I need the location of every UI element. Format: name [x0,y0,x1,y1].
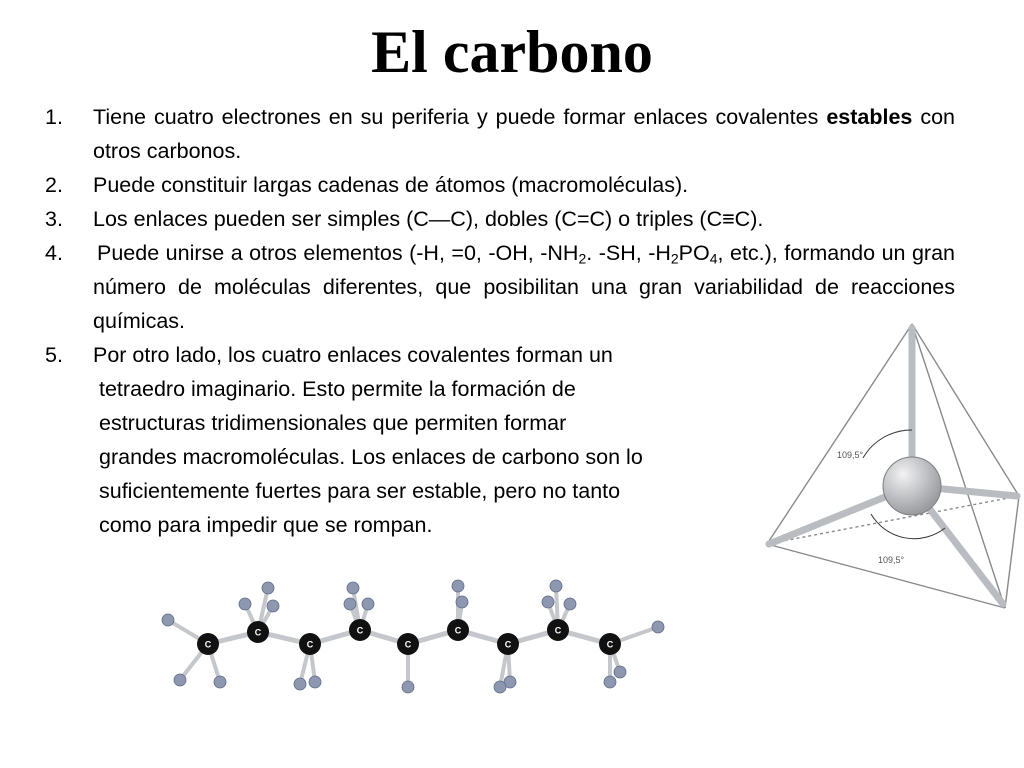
point-text-part: Puede unirse a otros elementos (-H, =0, -OH, -NH [97,241,579,265]
point-text-line-1: Tiene cuatro electrones en su periferia y puede formar enlaces covalentes [93,105,819,129]
point-text-line: estructuras tridimensionales que permiten formar [99,411,567,435]
point-text-line: como para impedir que se rompan. [99,513,433,537]
hydrogen-atom [604,676,616,688]
hydrogen-atom [564,598,576,610]
hydrogen-atom [262,582,274,594]
hydrogen-atom [162,614,174,626]
hydrogen-atom [614,666,626,678]
carbon-label: C [554,625,562,636]
hydrogen-atom [652,621,664,633]
carbon-label: C [454,625,462,636]
point-text [93,100,955,168]
point-number: 5. [45,343,63,367]
hydrogen-atom [494,681,506,693]
hydrogen-atom [402,681,414,693]
carbon-label: C [404,639,412,650]
subscript: 2 [578,250,587,267]
carbon-label: C [254,627,262,638]
chain-carbons [197,619,621,655]
hydrogen-atom [214,676,226,688]
point-2 [45,168,955,202]
hydrogen-atom [456,596,468,608]
point-text: Puede constituir largas cadenas de átomos (macromoléculas). [93,173,689,197]
point-text [93,338,759,542]
point-text-bold: estables [826,105,913,129]
point-1 [45,100,955,168]
hydrogen-atom [542,596,554,608]
carbon-label: C [356,625,364,636]
point-text-part: , etc.), formando un gran número de moléculas diferentes, que posibilitan una gran variabilidad de reacciones químicas. [93,241,956,333]
hydrogen-atom [452,580,464,592]
hydrogen-atom [174,674,186,686]
point-text-line-2: con otros carbonos. [93,105,955,163]
point-number: 2. [45,173,63,197]
hydrogen-atom [267,600,279,612]
hydrogen-atom [239,598,251,610]
angle-label-top: 109,5° [837,450,864,460]
carbon-label: C [606,639,614,650]
carbon-label: C [504,639,512,650]
carbon-label: C [306,639,314,650]
hydrogen-atom [309,676,321,688]
point-3 [45,202,955,236]
point-number: 1. [45,105,63,129]
hydrogen-atom [550,580,562,592]
hydrogen-atom [344,598,356,610]
point-text-part: PO [678,241,710,265]
hydrogen-atom [347,582,359,594]
subscript: 2 [670,250,679,267]
hydrogen-atom [294,678,306,690]
point-number: 4. [45,241,63,265]
slide-title: El carbono [371,19,653,85]
point-number: 3. [45,207,63,231]
point-text-line: tetraedro imaginario. Esto permite la formación de [99,377,576,401]
angle-label-bottom: 109,5° [878,555,905,565]
hydrogen-atom [362,598,374,610]
point-text: Los enlaces pueden ser simples (C—C), dobles (C=C) o triples (C≡C). [93,207,764,231]
point-text-line: Por otro lado, los cuatro enlaces covalentes forman un [93,343,613,367]
carbon-atom [883,457,941,515]
subscript: 4 [709,250,718,267]
point-text-part: . -SH, -H [586,241,671,265]
point-text-line: grandes macromoléculas. Los enlaces de carbono son lo [99,445,643,469]
carbon-label: C [204,639,212,650]
point-text-line: suficientemente fuertes para ser estable, pero no tanto [99,479,621,503]
tetrahedron-diagram [755,318,1024,618]
carbon-chain-diagram [150,572,670,702]
